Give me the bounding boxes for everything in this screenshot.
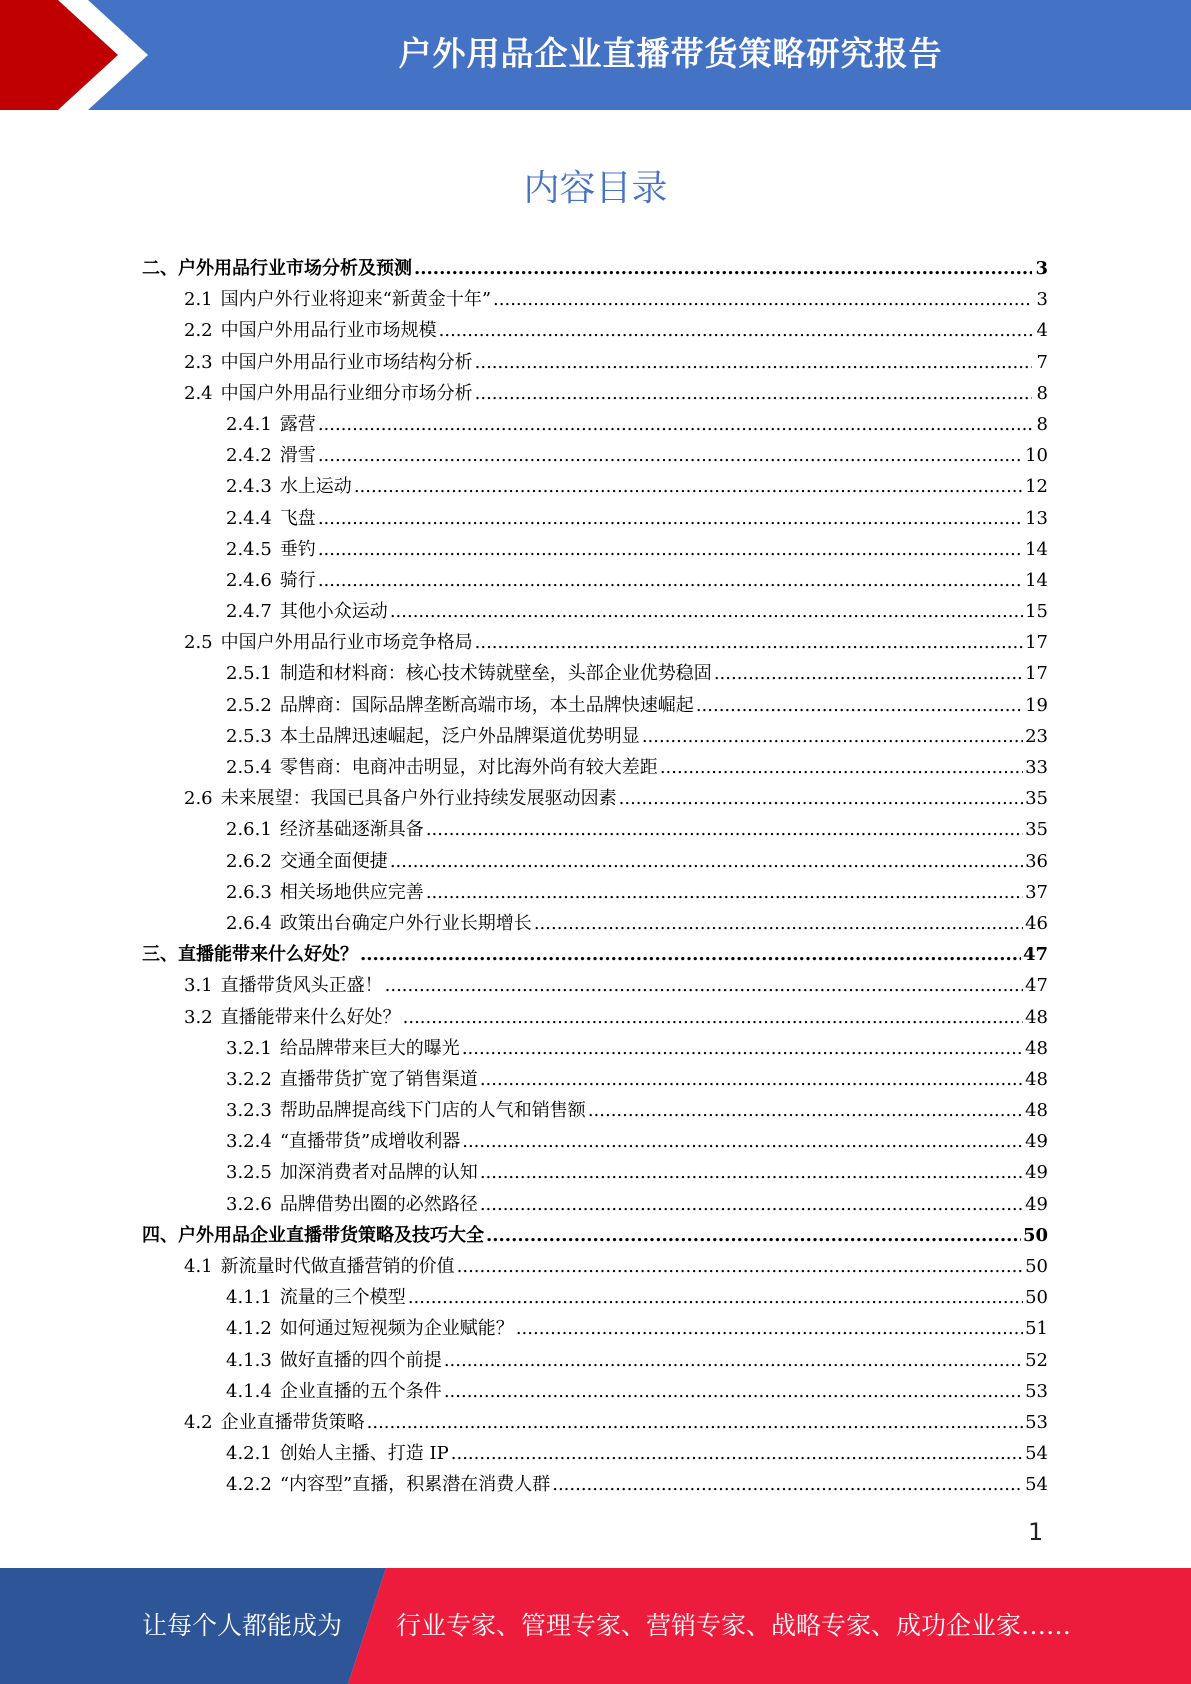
toc-dot-leader — [318, 414, 1032, 435]
toc-dot-leader — [414, 258, 1032, 279]
header-title: 户外用品企业直播带货策略研究报告 — [398, 34, 943, 73]
toc-entry-title: 骑行 — [279, 569, 316, 591]
toc-entry-number: 2.4.5 — [226, 538, 272, 560]
toc-entry-page: 46 — [1025, 912, 1048, 934]
toc-dot-leader — [588, 1100, 1023, 1121]
toc-entry-page: 10 — [1025, 445, 1048, 467]
toc-dot-leader — [475, 383, 1032, 404]
toc-entry-title: “直播带货”成增收利器 — [279, 1131, 461, 1153]
toc-entry-number: 4.1.4 — [226, 1380, 272, 1402]
toc-entry-title: 经济基础逐渐具备 — [279, 819, 424, 841]
toc-entry-number: 2.6.1 — [226, 819, 272, 841]
toc-entry[interactable] — [142, 659, 1048, 690]
toc-entry-page: 50 — [1025, 1287, 1048, 1309]
page-header — [0, 0, 1191, 110]
toc-entry-number: 2.4 — [184, 382, 213, 404]
toc-entry[interactable] — [142, 1221, 1048, 1252]
toc-entry-page: 8 — [1036, 413, 1048, 435]
toc-dot-leader — [475, 352, 1032, 373]
toc-entry-page: 47 — [1025, 975, 1048, 997]
toc-entry-number: 二、 — [142, 258, 178, 279]
toc-entry-page: 54 — [1025, 1443, 1048, 1465]
toc-entry[interactable] — [142, 441, 1048, 472]
toc-entry-number: 4.1.3 — [226, 1349, 272, 1371]
toc-entry-title: 直播能带来什么好处？ — [220, 1006, 401, 1028]
toc-dot-leader — [475, 632, 1023, 653]
toc-entry-page: 35 — [1025, 819, 1048, 841]
toc-entry[interactable] — [142, 1190, 1048, 1221]
toc-entry-page: 14 — [1025, 538, 1048, 560]
toc-entry-number: 4.2 — [184, 1411, 213, 1433]
toc-entry[interactable] — [142, 971, 1048, 1002]
toc-entry-title: 给品牌带来巨大的曝光 — [279, 1037, 460, 1059]
toc-dot-leader — [439, 320, 1032, 341]
toc-entry-title: 户外用品企业直播带货策略及技巧大全 — [178, 1224, 484, 1246]
toc-entry-page: 47 — [1022, 944, 1048, 966]
toc-dot-leader — [318, 445, 1023, 466]
toc-dot-leader — [426, 882, 1023, 903]
toc-dot-leader — [462, 1038, 1023, 1059]
toc-entry[interactable] — [142, 1158, 1048, 1189]
toc-entry-title: 中国户外用品行业市场竞争格局 — [220, 632, 473, 654]
toc-entry-title: 直播带货扩宽了销售渠道 — [279, 1068, 478, 1090]
toc-entry-number: 2.5 — [184, 632, 213, 654]
toc-dot-leader — [360, 944, 1021, 965]
toc-entry-page: 23 — [1025, 725, 1048, 747]
toc-entry[interactable] — [142, 254, 1048, 285]
toc-entry[interactable] — [142, 410, 1048, 441]
toc-dot-leader — [534, 913, 1023, 934]
toc-entry-page: 50 — [1022, 1224, 1048, 1246]
toc-entry[interactable] — [142, 1034, 1048, 1065]
toc-entry-number: 3.2.1 — [226, 1037, 272, 1059]
toc-entry-title: 流量的三个模型 — [279, 1287, 406, 1309]
toc-entry-title: 户外用品行业市场分析及预测 — [178, 258, 412, 279]
toc-entry[interactable] — [142, 472, 1048, 503]
toc-dot-leader — [462, 1131, 1023, 1152]
toc-entry-title: 交通全面便捷 — [279, 850, 388, 872]
toc-entry-number: 4.1 — [184, 1256, 213, 1277]
toc-dot-leader — [408, 1287, 1023, 1308]
toc-entry-title: 其他小众运动 — [279, 601, 388, 623]
toc-entry-page: 48 — [1025, 1068, 1048, 1090]
toc-entry-page: 15 — [1025, 601, 1048, 623]
toc-entry-page: 51 — [1025, 1318, 1048, 1340]
toc-dot-leader — [451, 1443, 1023, 1464]
toc-entry-number: 2.4.1 — [226, 413, 272, 435]
toc-entry-title: 做好直播的四个前提 — [279, 1349, 442, 1371]
toc-entry-title: 企业直播的五个条件 — [279, 1380, 442, 1402]
footer-slogan-right: 行业专家、管理专家、营销专家、战略专家、成功企业家…… — [396, 1611, 1072, 1640]
toc-dot-leader — [318, 508, 1023, 529]
page-number: 1 — [1028, 1518, 1044, 1546]
toc-entry-number: 3.2.3 — [226, 1100, 272, 1122]
toc-entry-number: 2.4.4 — [226, 507, 272, 529]
toc-dot-leader — [480, 1069, 1023, 1090]
toc-entry-page: 48 — [1025, 1037, 1048, 1059]
toc-entry-page: 4 — [1036, 320, 1048, 342]
toc-entry-title: 政策出台确定户外行业长期增长 — [279, 912, 532, 934]
toc-entry[interactable] — [142, 379, 1048, 410]
toc-dot-leader — [493, 289, 1032, 310]
toc-entry-page: 49 — [1025, 1162, 1048, 1184]
toc-entry[interactable] — [142, 348, 1048, 379]
toc-entry[interactable] — [142, 1003, 1048, 1034]
toc-entry-page: 14 — [1025, 569, 1048, 591]
toc-entry-title: 新流量时代做直播营销的价值 — [220, 1256, 455, 1277]
toc-entry[interactable] — [142, 566, 1048, 597]
toc-entry-page: 19 — [1025, 694, 1048, 716]
toc-dot-leader — [714, 663, 1023, 684]
toc-entry-number: 2.4.2 — [226, 445, 272, 467]
toc-entry-number: 3.2 — [184, 1006, 213, 1028]
toc-entry[interactable] — [142, 285, 1048, 316]
toc-dot-leader — [619, 788, 1023, 809]
toc-entry[interactable] — [142, 1439, 1048, 1470]
toc-entry-page: 53 — [1025, 1411, 1048, 1433]
toc-entry-number: 4.2.1 — [226, 1443, 272, 1465]
toc-entry[interactable] — [142, 1377, 1048, 1408]
toc-entry-title: 直播能带来什么好处？ — [178, 944, 358, 966]
toc-dot-leader — [354, 476, 1023, 497]
footer-slogan-left: 让每个人都能成为 — [142, 1611, 343, 1640]
toc-entry-number: 2.6.2 — [226, 850, 272, 872]
toc-dot-leader — [696, 695, 1023, 716]
toc-entry-page: 33 — [1025, 757, 1048, 778]
toc-entry-number: 2.6 — [184, 788, 213, 810]
toc-dot-leader — [457, 1256, 1023, 1277]
toc-entry[interactable] — [142, 316, 1048, 347]
toc-entry-number: 2.5.4 — [226, 757, 272, 778]
toc-entry[interactable] — [142, 878, 1048, 909]
toc-entry[interactable] — [142, 628, 1048, 659]
toc-entry[interactable] — [142, 940, 1048, 971]
toc-entry[interactable] — [142, 784, 1048, 815]
toc-entry[interactable] — [142, 1096, 1048, 1127]
toc-entry-title: 中国户外用品行业细分市场分析 — [220, 382, 473, 404]
toc-entry-page: 54 — [1025, 1474, 1048, 1496]
toc-entry-title: 如何通过短视频为企业赋能？ — [279, 1318, 514, 1340]
toc-entry[interactable] — [142, 691, 1048, 722]
toc-entry-number: 3.2.5 — [226, 1162, 272, 1184]
toc-dot-leader — [390, 851, 1023, 872]
toc-entry-number: 2.1 — [184, 289, 213, 311]
toc-entry-page: 17 — [1025, 663, 1048, 685]
toc-entry-number: 2.6.3 — [226, 881, 272, 903]
toc-entry-title: 本土品牌迅速崛起，泛户外品牌渠道优势明显 — [279, 725, 640, 747]
page-footer — [0, 1568, 1191, 1684]
toc-entry-title: “内容型”直播，积累潜在消费人群 — [279, 1474, 551, 1496]
toc-entry-number: 3.2.6 — [226, 1193, 272, 1215]
toc-entry-number: 2.5.3 — [226, 725, 272, 747]
table-of-contents — [142, 254, 1048, 1502]
toc-entry[interactable] — [142, 535, 1048, 566]
toc-entry-page: 37 — [1025, 881, 1048, 903]
toc-entry[interactable] — [142, 504, 1048, 535]
toc-entry-number: 4.1.2 — [226, 1318, 272, 1340]
toc-entry-page: 48 — [1025, 1006, 1048, 1028]
toc-dot-leader — [444, 1350, 1023, 1371]
toc-entry-title: 制造和材料商：核心技术铸就壁垒，头部企业优势稳固 — [279, 663, 712, 685]
toc-entry-page: 49 — [1025, 1193, 1048, 1215]
toc-entry-number: 2.5.1 — [226, 663, 272, 685]
toc-entry-number: 3.2.4 — [226, 1131, 272, 1153]
toc-entry-page: 17 — [1025, 632, 1048, 654]
toc-entry-title: 国内户外行业将迎来“新黄金十年” — [220, 289, 492, 311]
toc-dot-leader — [426, 819, 1023, 840]
toc-entry-number: 2.4.7 — [226, 601, 272, 623]
toc-dot-leader — [552, 1474, 1023, 1495]
toc-entry-page: 3 — [1035, 258, 1048, 279]
toc-entry[interactable] — [142, 1252, 1048, 1283]
toc-entry-number: 2.4.3 — [226, 476, 272, 498]
toc-entry-page: 50 — [1025, 1256, 1048, 1277]
toc-dot-leader — [642, 726, 1023, 747]
toc-entry-page: 52 — [1025, 1349, 1048, 1371]
toc-entry[interactable] — [142, 815, 1048, 846]
toc-dot-leader — [480, 1194, 1023, 1215]
toc-entry-page: 48 — [1025, 1100, 1048, 1122]
toc-entry[interactable] — [142, 753, 1048, 784]
toc-entry-number: 2.2 — [184, 320, 213, 342]
toc-entry-title: 相关场地供应完善 — [279, 881, 424, 903]
toc-entry-title: 帮助品牌提高线下门店的人气和销售额 — [279, 1100, 586, 1122]
toc-dot-leader — [385, 975, 1023, 996]
toc-entry-page: 36 — [1025, 850, 1048, 872]
toc-entry-page: 8 — [1036, 382, 1048, 404]
toc-dot-leader — [403, 1007, 1023, 1028]
toc-title: 内容目录 — [523, 168, 668, 209]
toc-entry-title: 中国户外用品行业市场规模 — [220, 320, 437, 342]
toc-entry-number: 2.3 — [184, 351, 213, 373]
toc-entry[interactable] — [142, 1470, 1048, 1501]
toc-entry-number: 3.1 — [184, 975, 213, 997]
toc-entry[interactable] — [142, 722, 1048, 753]
toc-dot-leader — [486, 1225, 1021, 1246]
toc-entry[interactable] — [142, 1346, 1048, 1377]
toc-entry-number: 4.2.2 — [226, 1474, 272, 1496]
toc-dot-leader — [367, 1412, 1023, 1433]
toc-entry-title: 创始人主播、打造 IP — [279, 1443, 449, 1465]
toc-entry-page: 12 — [1025, 476, 1048, 498]
toc-entry[interactable] — [142, 1314, 1048, 1345]
toc-entry-title: 垂钓 — [279, 538, 316, 560]
toc-entry[interactable] — [142, 1065, 1048, 1096]
toc-dot-leader — [660, 757, 1023, 778]
toc-entry[interactable] — [142, 1127, 1048, 1158]
toc-entry-page: 49 — [1025, 1131, 1048, 1153]
toc-dot-leader — [318, 539, 1023, 560]
toc-entry-title: 企业直播带货策略 — [220, 1411, 365, 1433]
toc-entry-page: 3 — [1036, 289, 1048, 311]
toc-entry-title: 直播带货风头正盛！ — [220, 975, 383, 997]
toc-entry-title: 零售商：电商冲击明显，对比海外尚有较大差距 — [279, 757, 658, 778]
toc-entry-title: 水上运动 — [279, 476, 352, 498]
toc-entry[interactable] — [142, 597, 1048, 628]
toc-entry-page: 35 — [1025, 788, 1048, 810]
toc-entry-title: 品牌借势出圈的必然路径 — [279, 1193, 478, 1215]
toc-entry-title: 加深消费者对品牌的认知 — [279, 1162, 478, 1184]
toc-entry[interactable] — [142, 1283, 1048, 1314]
toc-entry-number: 2.5.2 — [226, 694, 272, 716]
toc-entry-title: 飞盘 — [279, 507, 316, 529]
toc-entry-number: 四、 — [142, 1224, 178, 1246]
toc-entry-number: 2.4.6 — [226, 569, 272, 591]
toc-entry[interactable] — [142, 1408, 1048, 1439]
toc-dot-leader — [390, 601, 1023, 622]
toc-entry-number: 3.2.2 — [226, 1068, 272, 1090]
toc-entry[interactable] — [142, 909, 1048, 940]
toc-entry-number: 三、 — [142, 944, 178, 966]
toc-entry-title: 品牌商：国际品牌垄断高端市场，本土品牌快速崛起 — [279, 694, 694, 716]
toc-entry-title: 未来展望：我国已具备户外行业持续发展驱动因素 — [220, 788, 617, 810]
toc-entry-number: 4.1.1 — [226, 1287, 272, 1309]
toc-entry-page: 53 — [1025, 1380, 1048, 1402]
toc-entry-title: 露营 — [279, 413, 316, 435]
toc-dot-leader — [516, 1318, 1023, 1339]
toc-dot-leader — [318, 570, 1023, 591]
toc-entry-title: 滑雪 — [279, 445, 316, 467]
toc-entry-page: 7 — [1036, 351, 1048, 373]
toc-entry-number: 2.6.4 — [226, 912, 272, 934]
toc-entry-page: 13 — [1025, 507, 1048, 529]
toc-entry-title: 中国户外用品行业市场结构分析 — [220, 351, 473, 373]
toc-dot-leader — [480, 1162, 1023, 1183]
toc-dot-leader — [444, 1381, 1023, 1402]
toc-entry[interactable] — [142, 847, 1048, 878]
